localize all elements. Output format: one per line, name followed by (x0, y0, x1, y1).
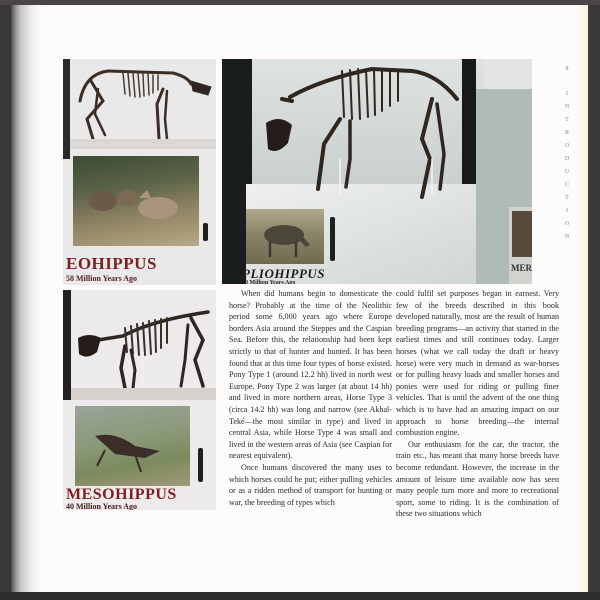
paragraph: could fulfil set purposes began in earnest. Very few of the breeds described in this book developed naturally, most are the result of human breeding programs—an activity that started in the earliest times and still continues today. Larger horses (what we call today the draft or heavy horse) were very much in demand as war-horses or for pulling heavy loads and smaller horses and ponies were used for riding or pulling finer vehicles. That is until the advent of the one thing which is to have had an amazing impact on our approach to horse breeding—the internal combustion engine. (396, 289, 559, 438)
section-letter: N (564, 234, 570, 240)
adjacent-painting (512, 211, 532, 257)
page-edge (578, 5, 588, 592)
page-number: 8 (565, 66, 569, 72)
eohippus-painting (73, 156, 199, 246)
book-spine-shadow (11, 5, 41, 592)
pliohippus-painting (246, 209, 324, 264)
mesohippus-age: 40 Million Years Ago (66, 502, 138, 510)
book-page (11, 5, 588, 592)
adjacent-exhibit-label (509, 207, 532, 284)
section-letter: U (564, 169, 570, 175)
mesohippus-painting (75, 406, 190, 486)
mesohippus-skeleton (63, 290, 216, 400)
section-letter: C (564, 182, 569, 188)
bone-specimen (330, 217, 335, 261)
section-letter: O (564, 143, 570, 149)
eohippus-age: 58 Million Years Ago (66, 274, 138, 283)
section-letter: R (564, 130, 569, 136)
bone-specimen (203, 223, 208, 241)
section-letter: N (564, 104, 570, 110)
body-text-column-2 (396, 288, 559, 520)
pliohippus-photo (222, 59, 532, 284)
mesohippus-photo (63, 290, 216, 510)
eohippus-photo (63, 59, 216, 285)
section-letter: O (564, 221, 570, 227)
section-letter: T (565, 195, 569, 201)
scan-bottom-edge (0, 592, 600, 600)
section-letter: T (565, 117, 569, 123)
display-plinth (70, 139, 216, 149)
display-plinth (71, 388, 216, 400)
bone-specimen (198, 448, 203, 482)
running-head (562, 63, 572, 244)
section-letter: I (566, 208, 568, 214)
body-text-column-1 (229, 288, 392, 508)
eohippus-title: EOHIPPUS (66, 254, 157, 273)
section-letter: I (566, 91, 568, 97)
paragraph: When did humans begin to domesticate the horse? Probably at the time of the Neolithic period some 6,000 years ago where Europe borders Asia around the Steppes and the Caspian Sea. Before this, the relationship had been kept strictly to that of hunter and hunted. It has been found that at this time four types of horse existed. Pony Type 1 (around 12.2 hh) lived in north west Europe. Pony Type 2 was larger (at about 14 hh) and lived in more northern areas, Horse Type 3 (circa 14.2 hh) was long and narrow (see Akhal-Teké—the most similar in type) and lived in central Asia, while Horse Type 4 was small and lived in the western areas of Asia (see Caspian for nearest equivalent). (229, 289, 392, 461)
mesohippus-title: MESOHIPPUS (66, 486, 177, 503)
paragraph: Once humans discovered the many uses to which horses could be put; either pulling vehicles or as a ridden method of transport for hunting or war, the breeding of types which (229, 462, 392, 507)
adjacent-exhibit-title: MER (511, 263, 532, 273)
pliohippus-age: 10 Million Years Ago (242, 280, 296, 284)
paragraph: Our enthusiasm for the car, the tractor, the train etc., has meant that many horse breeds have become redundant. However, the increase in the amount of leisure time available now has seen many people turn more and more to recreational sport, some to riding. It is the combination of these two situations which (396, 439, 559, 519)
section-letter: D (564, 156, 570, 162)
pliohippus-skeleton (222, 59, 476, 204)
pliohippus-title: PLIOHIPPUS (242, 266, 325, 281)
